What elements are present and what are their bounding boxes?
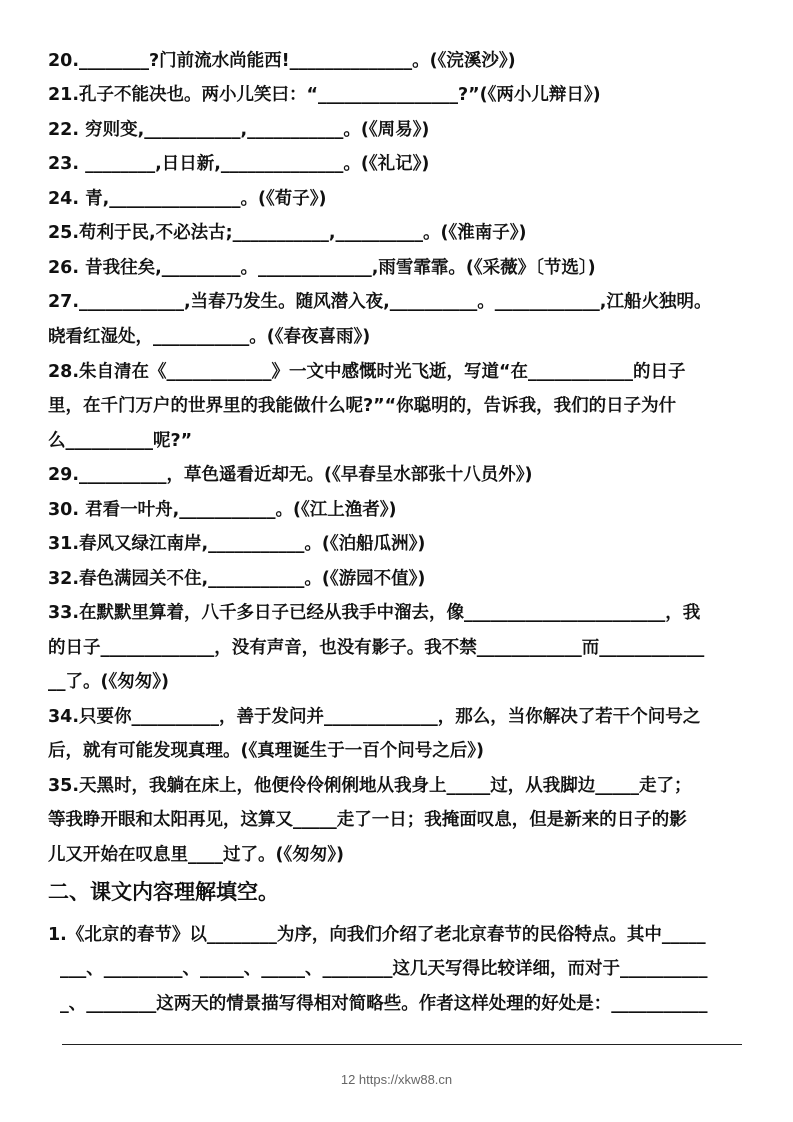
item-35-line-3: 儿又开始在叹息里____过了。(《匆匆》) [48,845,344,865]
item-22: 22. 穷则变,___________,___________。(《周易》) [48,120,430,140]
item-21: 21.孔子不能决也。两小儿笑曰：“________________?”(《两小儿辩日》) [48,85,601,105]
item-33-line-3: __了。(《匆匆》) [48,672,169,692]
section2-item-1-line-1: 1.《北京的春节》以________为序，向我们介绍了老北京春节的民俗特点。其中_____ [48,925,706,945]
item-34-line-1: 34.只要你__________，善于发问并_____________，那么，当你解决了若干个问号之 [48,707,701,727]
item-30: 30. 君看一叶舟,___________。(《江上渔者》) [48,500,397,520]
item-33-line-1: 33.在默默里算着，八千多日子已经从我手中溜去，像_______________________，我 [48,603,701,623]
answer-line [62,1044,742,1045]
item-27-line-1: 27.____________,当春乃发生。随风潜入夜,__________。____________,江船火独明。 [48,292,712,312]
item-25: 25.苟利于民,不必法古;___________,__________。(《淮南子》) [48,223,527,243]
item-34-line-2: 后，就有可能发现真理。(《真理诞生于一百个问号之后》) [48,741,484,761]
item-35-line-2: 等我睁开眼和太阳再见，这算又_____走了一日；我掩面叹息，但是新来的日子的影 [48,810,687,830]
item-28-line-1: 28.朱自清在《____________》一文中感慨时光飞逝，写道“在____________的日子 [48,362,686,382]
section-title: 二、课文内容理解填空。 [48,880,279,904]
item-32: 32.春色满园关不住,___________。(《游园不值》) [48,569,426,589]
section2-item-1-line-2: ___、_________、_____、_____、________这几天写得比较详细，而对于__________ [60,959,708,979]
item-20: 20.________?门前流水尚能西!______________。(《浣溪沙》) [48,51,516,71]
item-24: 24. 青,_______________。(《荀子》) [48,189,327,209]
item-35-line-1: 35.天黑时，我躺在床上，他便伶伶俐俐地从我身上_____过，从我脚边_____走了； [48,776,692,796]
item-23: 23. ________,日日新,______________。(《礼记》) [48,154,430,174]
item-27-line-2: 晓看红湿处，___________。(《春夜喜雨》) [48,327,371,347]
section2-item-1-line-3: _、________这两天的情景描写得相对简略些。作者这样处理的好处是：___________ [60,994,708,1014]
item-28-line-2: 里，在千门万户的世界里的我能做什么呢?”“你聪明的，告诉我，我们的日子为什 [48,396,677,416]
item-29: 29.__________，草色遥看近却无。(《早春呈水部张十八员外》) [48,465,533,485]
item-31: 31.春风又绿江南岸,___________。(《泊船瓜洲》) [48,534,426,554]
item-28-line-3: 么__________呢?” [48,431,193,451]
item-33-line-2: 的日子_____________，没有声音，也没有影子。我不禁____________而____________ [48,638,705,658]
page-footer: 12 https://xkw88.cn [340,1072,453,1087]
item-26: 26. 昔我往矣,_________。_____________,雨雪霏霏。(《采薇》〔节选〕) [48,258,596,278]
